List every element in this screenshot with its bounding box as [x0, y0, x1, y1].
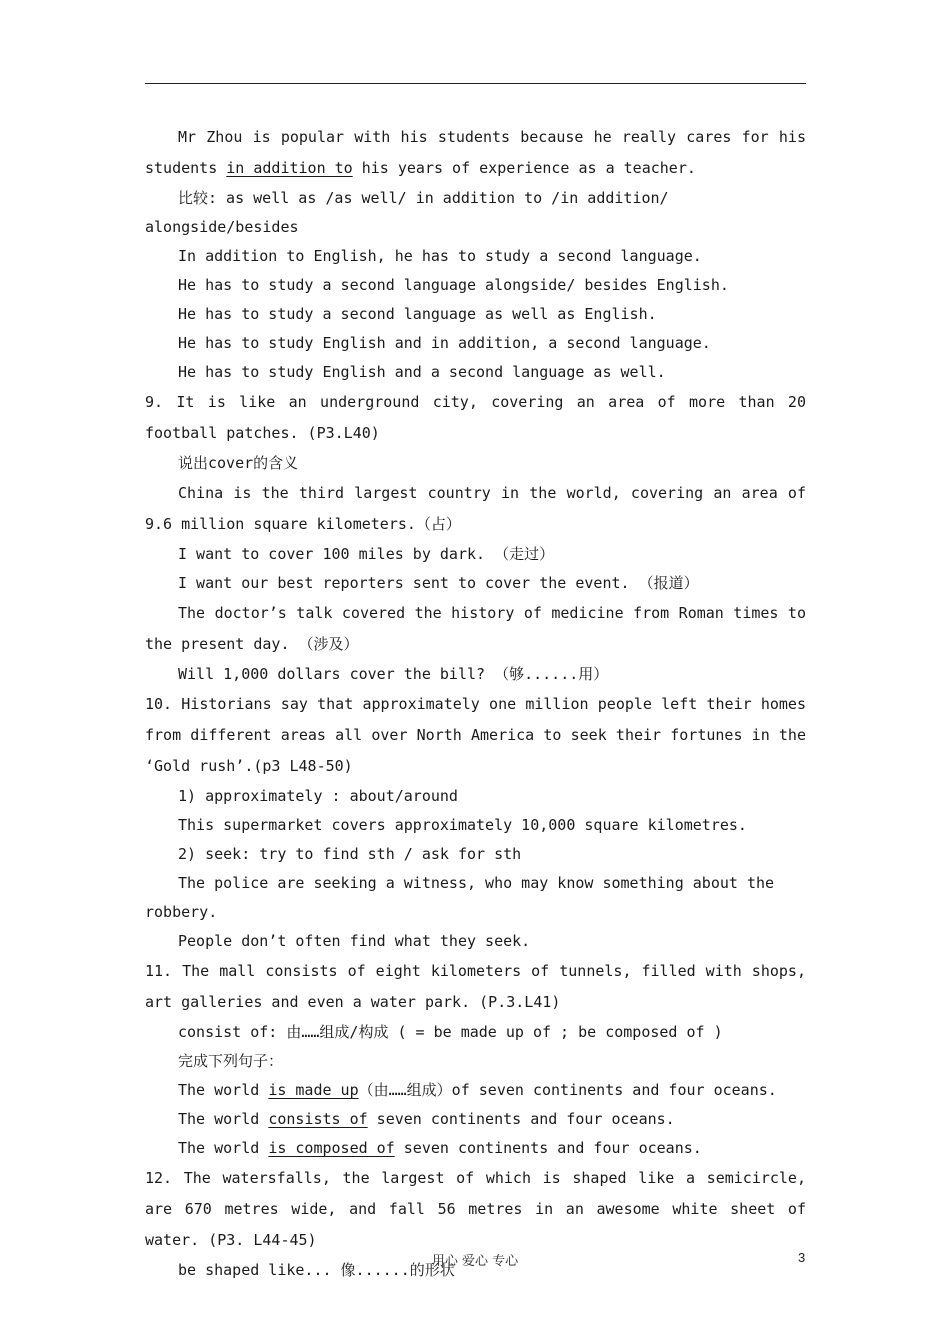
- text-line: [145, 1105, 806, 1134]
- text-run: consist of: 由……组成/构成 ( = be made up of ; be composed of ): [178, 1023, 723, 1041]
- text-run: 2) seek: try to find sth / ask for sth: [178, 845, 522, 863]
- text-run: The world: [178, 1110, 269, 1128]
- text-line: [145, 358, 806, 387]
- underlined-phrase: is composed of: [268, 1139, 395, 1157]
- underlined-phrase: consists of: [268, 1110, 368, 1128]
- text-line: [145, 540, 806, 569]
- text-run: China is the third largest country in the world, covering an area of 9.6 million square kilometers.（占）: [145, 484, 806, 533]
- text-run: 12. The watersfalls, the largest of which is shaped like a semicircle, are 670 metres wide, and fall 56 metres in an awesome white sheet of water. (P3. L44-45): [145, 1169, 806, 1249]
- underlined-phrase: in addition to: [226, 159, 353, 177]
- numbered-item: [145, 689, 806, 782]
- text-run: The doctor’s talk covered the history of medicine from Roman times to the present day. （涉及）: [145, 604, 806, 653]
- text-line: [145, 184, 806, 242]
- text-line: [145, 569, 806, 598]
- underlined-phrase: is made up: [268, 1081, 359, 1099]
- header-rule: [145, 83, 806, 84]
- text-line: [145, 1134, 806, 1163]
- text-run: his years of experience as a teacher.: [352, 159, 696, 177]
- text-line: [145, 449, 806, 478]
- text-run: He has to study English and a second language as well.: [178, 363, 666, 381]
- text-run: People don’t often find what they seek.: [178, 932, 531, 950]
- text-line: [145, 869, 806, 927]
- text-line: [145, 300, 806, 329]
- text-line: [145, 840, 806, 869]
- numbered-item: [145, 387, 806, 449]
- text-run: Mr Zhou is popular with his students because he really cares for his students: [145, 128, 806, 177]
- text-line: [145, 598, 806, 660]
- text-run: be shaped like... 像......的形状: [178, 1261, 455, 1279]
- text-run: The world: [178, 1081, 269, 1099]
- text-run: The police are seeking a witness, who may know something about the robbery.: [145, 874, 775, 921]
- numbered-item: [145, 1163, 806, 1256]
- text-run: 9. It is like an underground city, covering an area of more than 20 football patches. (P3.L40): [145, 393, 806, 442]
- text-run: This supermarket covers approximately 10,000 square kilometres.: [178, 816, 747, 834]
- numbered-item: [145, 956, 806, 1018]
- text-run: seven continents and four oceans.: [367, 1110, 675, 1128]
- text-run: seven continents and four oceans.: [394, 1139, 702, 1157]
- text-run: Will 1,000 dollars cover the bill? （够......用）: [178, 665, 609, 683]
- text-line: [145, 478, 806, 540]
- text-run: 11. The mall consists of eight kilometers of tunnels, filled with shops, art galleries and even a water park. (P.3.L41): [145, 962, 806, 1011]
- text-run: 1) approximately : about/around: [178, 787, 458, 805]
- document-body: [145, 122, 806, 1285]
- text-line: [145, 329, 806, 358]
- text-run: He has to study a second language alongside/ besides English.: [178, 276, 729, 294]
- text-run: I want our best reporters sent to cover the event. （报道）: [178, 574, 699, 592]
- text-run: 说出cover的含义: [178, 454, 299, 472]
- text-line: [145, 660, 806, 689]
- text-run: 10. Historians say that approximately one million people left their homes from different areas all over North America to seek their fortunes in the ‘Gold rush’.(p3 L48-50): [145, 695, 806, 775]
- text-run: He has to study English and in addition, a second language.: [178, 334, 711, 352]
- text-run: 比较: as well as /as well/ in addition to /in addition/ alongside/besides: [145, 189, 669, 236]
- footer-motto: 用心 爱心 专心: [431, 1254, 519, 1269]
- text-line: [145, 1047, 806, 1076]
- text-run: I want to cover 100 miles by dark. （走过）: [178, 545, 555, 563]
- text-line: [145, 271, 806, 300]
- text-line: [145, 811, 806, 840]
- text-line: [145, 782, 806, 811]
- text-line: [145, 1076, 806, 1105]
- text-run: He has to study a second language as well as English.: [178, 305, 657, 323]
- text-run: （由……组成）of seven continents and four oceans.: [358, 1081, 777, 1099]
- text-line: [145, 122, 806, 184]
- text-run: The world: [178, 1139, 269, 1157]
- text-line: [145, 1018, 806, 1047]
- text-line: [145, 927, 806, 956]
- text-line: [145, 242, 806, 271]
- page-number: 3: [798, 1250, 806, 1265]
- text-run: 完成下列句子：: [178, 1052, 284, 1070]
- text-run: In addition to English, he has to study a second language.: [178, 247, 702, 265]
